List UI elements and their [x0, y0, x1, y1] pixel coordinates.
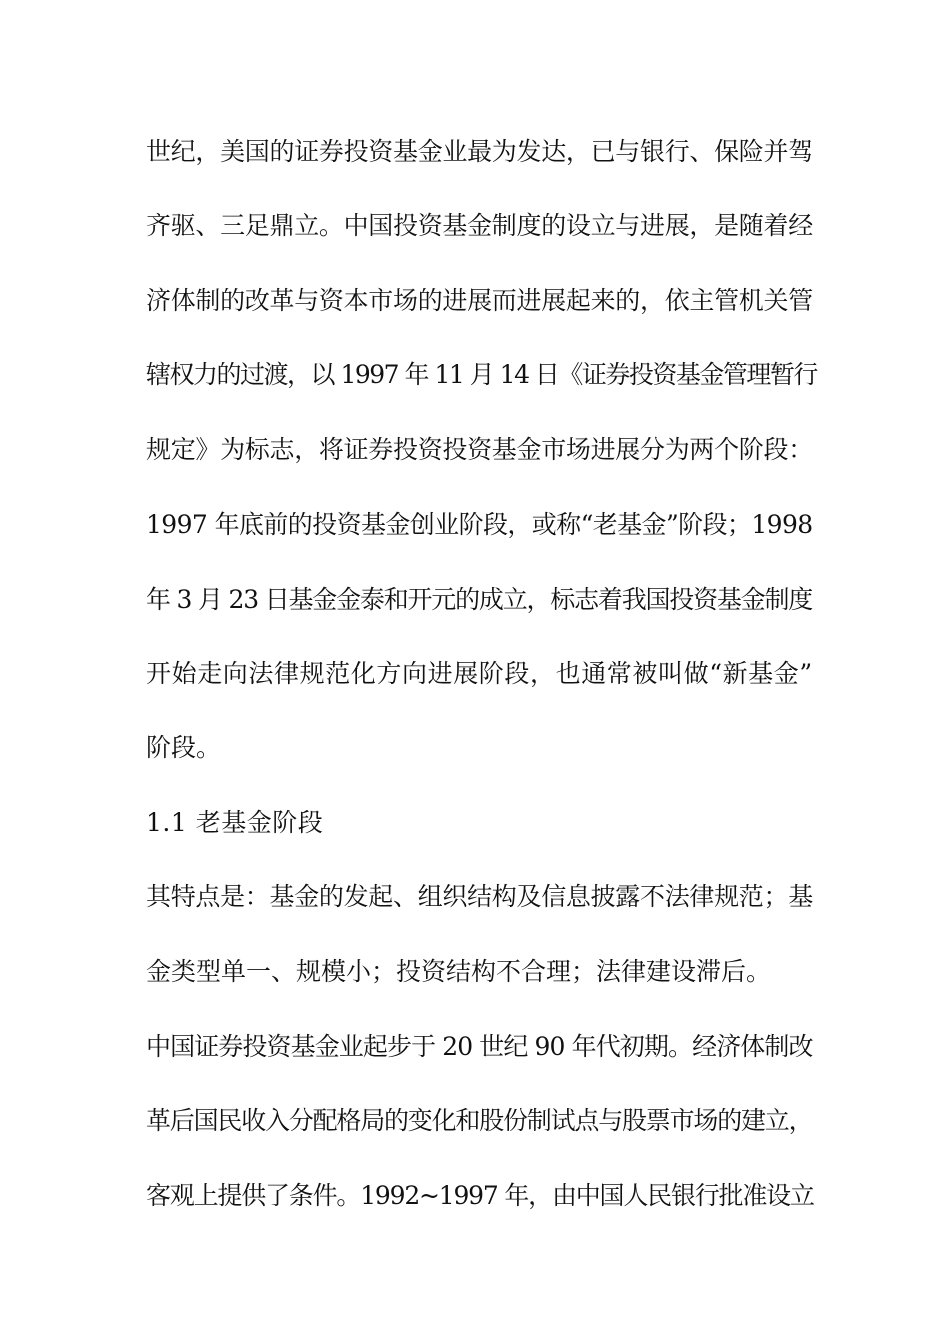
paragraph-line: 中国证券投资基金业起步于 20 世纪 90 年代初期。经济体制改 — [146, 1032, 813, 1061]
paragraph-line: 规定》为标志，将证券投资投资基金市场进展分为两个阶段： — [146, 435, 813, 464]
paragraph-line: 1997 年底前的投资基金创业阶段，或称“老基金”阶段；1998 — [146, 510, 813, 539]
paragraph-line: 其特点是：基金的发起、组织结构及信息披露不法律规范；基 — [146, 882, 813, 911]
paragraph-line: 阶段。 — [146, 733, 222, 762]
paragraph-line: 济体制的改革与资本市场的进展而进展起来的，依主管机关管 — [146, 286, 813, 315]
paragraph-line: 革后国民收入分配格局的变化和股份制试点与股票市场的建立， — [146, 1106, 813, 1135]
section-heading: 1.1 老基金阶段 — [146, 808, 324, 837]
paragraph-line: 客观上提供了条件。1992~1997 年，由中国人民银行批准设立 — [146, 1181, 814, 1210]
paragraph-line: 齐驱、三足鼎立。中国投资基金制度的设立与进展，是随着经 — [146, 211, 813, 240]
paragraph-line: 开始走向法律规范化方向进展阶段，也通常被叫做“新基金” — [146, 659, 813, 688]
paragraph-line: 世纪，美国的证券投资基金业最为发达，已与银行、保险并驾 — [146, 137, 813, 166]
paragraph-line: 金类型单一、规模小；投资结构不合理；法律建设滞后。 — [146, 957, 772, 986]
paragraph-line: 辖权力的过渡，以 1997 年 11 月 14 日《证券投资基金管理暂行 — [146, 360, 817, 389]
paragraph-line: 年 3 月 23 日基金金泰和开元的成立，标志着我国投资基金制度 — [146, 585, 813, 614]
